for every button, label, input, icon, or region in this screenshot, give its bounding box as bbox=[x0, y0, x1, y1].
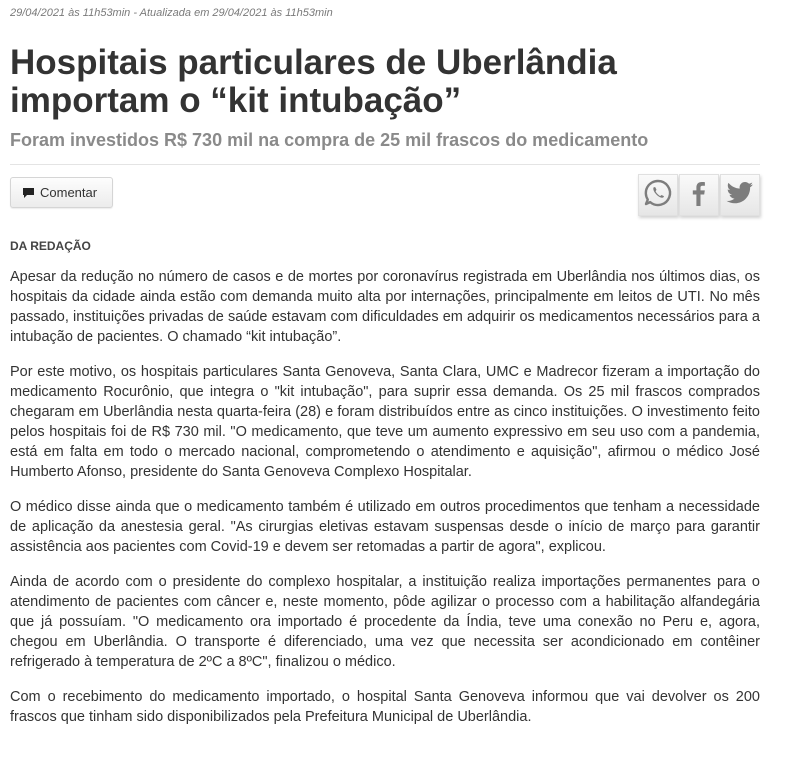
byline: DA REDAÇÃO bbox=[10, 239, 91, 253]
article-paragraph: O médico disse ainda que o medicamento também é utilizado em outros procedimentos que tenham a necessidade de aplicação da anestesia geral. "As cirurgias eletivas estavam suspensas desde o início de março para garantir assistência aos pacientes com Covid-19 e devem ser retomadas a partir de agora", explicou. bbox=[10, 499, 760, 555]
article-paragraph: Apesar da redução no número de casos e de mortes por coronavírus registrada em Uberlândia nos últimos dias, os hospitais da cidade ainda estão com demanda muito alta por internações, principalmente em leitos de UTI. No mês passado, instituições privadas de saúde estavam com dificuldades em adquirir os medicamentos necessários para a intubação de pacientes. O chamado “kit intubação”. bbox=[10, 269, 760, 345]
share-twitter-button[interactable] bbox=[720, 174, 760, 216]
header-divider bbox=[10, 164, 760, 165]
publish-timestamp: 29/04/2021 às 11h53min - Atualizada em 29/04/2021 às 11h53min bbox=[10, 7, 333, 19]
whatsapp-icon bbox=[643, 178, 673, 213]
article-body bbox=[10, 267, 760, 742]
share-facebook-button[interactable] bbox=[679, 174, 719, 216]
article-paragraph: Ainda de acordo com o presidente do complexo hospitalar, a instituição realiza importações permanentes para o atendimento de pacientes com câncer e, neste momento, pôde agilizar o processo com a habilitação alfandegária que já possuíam. "O medicamento ora importado é procedente da Índia, teve uma conexão no Peru e, agora, chegou em Uberlândia. O transporte é diferenciado, uma vez que necessita ser acondicionado em contêiner refrigerado à temperatura de 2ºC a 8ºC", finalizou o médico. bbox=[10, 574, 760, 670]
share-whatsapp-button[interactable] bbox=[638, 174, 678, 216]
article-subtitle: Foram investidos R$ 730 mil na compra de 25 mil frascos do medicamento bbox=[10, 130, 649, 150]
twitter-icon bbox=[725, 180, 755, 211]
speech-bubble-icon bbox=[22, 187, 35, 199]
facebook-icon bbox=[687, 179, 711, 212]
article-paragraph: Com o recebimento do medicamento importado, o hospital Santa Genoveva informou que vai devolver os 200 frascos que tinham sido disponibilizados pela Prefeitura Municipal de Uberlândia. bbox=[10, 689, 760, 725]
comment-button-label: Comentar bbox=[40, 185, 98, 200]
article-title: Hospitais particulares de Uberlândia importam o “kit intubação” bbox=[10, 43, 617, 120]
share-buttons bbox=[638, 174, 761, 218]
comment-button[interactable] bbox=[10, 177, 113, 208]
article-paragraph: Por este motivo, os hospitais particulares Santa Genoveva, Santa Clara, UMC e Madrecor fizeram a importação do medicamento Rocurônio, que integra o "kit intubação", para suprir essa demanda. Os 25 mil frascos comprados chegaram em Uberlândia nesta quarta-feira (28) e foram distribuídos entre as cinco instituições. O investimento feito pelos hospitais foi de R$ 730 mil. "O medicamento, que teve um aumento expressivo em seu uso com a pandemia, está em falta em todo o mercado nacional, comprometendo o atendimento e aquisição", afirmou o médico José Humberto Afonso, presidente do Santa Genoveva Complexo Hospitalar. bbox=[10, 364, 760, 480]
